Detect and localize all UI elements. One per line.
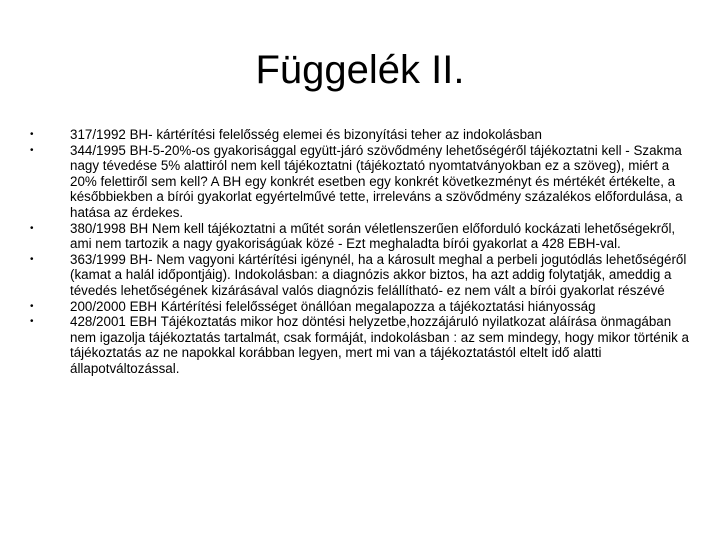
bullet-text: 200/2000 EBH Kártérítési felelősséget önállóan megalapozza a tájékoztatási hiányosság bbox=[70, 298, 596, 314]
list-item bbox=[30, 127, 690, 143]
list-item bbox=[30, 252, 690, 299]
bullet-marker: • bbox=[30, 144, 34, 156]
bullet-marker: • bbox=[30, 129, 34, 140]
list-item bbox=[30, 143, 690, 221]
bullet-marker: • bbox=[30, 300, 34, 312]
bullet-text: 380/1998 BH Nem kell tájékoztatni a műtét során véletlenszerűen előforduló kockázati lehetőségekről, ami nem tartozik a nagy gyakoriságúak közé - Ezt meghaladta bírói gyakorlat a 428 EBH-val. bbox=[70, 220, 676, 252]
list-item bbox=[30, 221, 690, 252]
bullet-marker: • bbox=[30, 316, 34, 328]
bullet-list bbox=[30, 127, 690, 377]
bullet-text: 363/1999 BH- Nem vagyoni kártérítési igénynél, ha a károsult meghal a perbeli jogutódlás lehetőségéről (kamat a halál időpontjáig). Indokolásban: a diagnózis akkor biztos, ha azt addig folytatják, ameddig a tévedés lehetőségének kizárásával valós diagnózis felállítható- ez nem vált a bírói gyakorlat részévé bbox=[70, 251, 687, 298]
bullet-marker: • bbox=[30, 253, 34, 265]
list-item bbox=[30, 314, 690, 376]
list-item bbox=[30, 299, 690, 315]
bullet-marker: • bbox=[30, 222, 34, 234]
slide-title: Függelék II. bbox=[255, 48, 465, 92]
bullet-text: 344/1995 BH-5-20%-os gyakorisággal együtt-járó szövődmény lehetőségéről tájékoztatni kell - Szakma nagy tévedése 5% alattiról nem kell tájékoztatni (tájékoztató nyomtatványokban ez a szöveg), miért a 20% felettiről sem kell? A BH egy konkrét esetben egy konkrét következményt és mértékét értékelte, a későbbiekben a bírói gyakorlat egyértelművé tette, irreleváns a szövődmény százalékos előfordulása, a hatása az érdekes. bbox=[70, 142, 683, 220]
bullet-text: 317/1992 BH- kártérítési felelősség elemei és bizonyítási teher az indokolásban bbox=[70, 127, 542, 142]
bullet-text: 428/2001 EBH Tájékoztatás mikor hoz döntési helyzetbe,hozzájáruló nyilatkozat aláírása önmagában nem igazolja tájékoztatás tartalmát, csak formáját, indokolásban : az sem mindegy, hogy mikor történik a tájékoztatás az ne napokkal korábban legyen, mert mi van a tájékoztatástól eltelt idő alatti állapotváltozással. bbox=[70, 314, 689, 376]
